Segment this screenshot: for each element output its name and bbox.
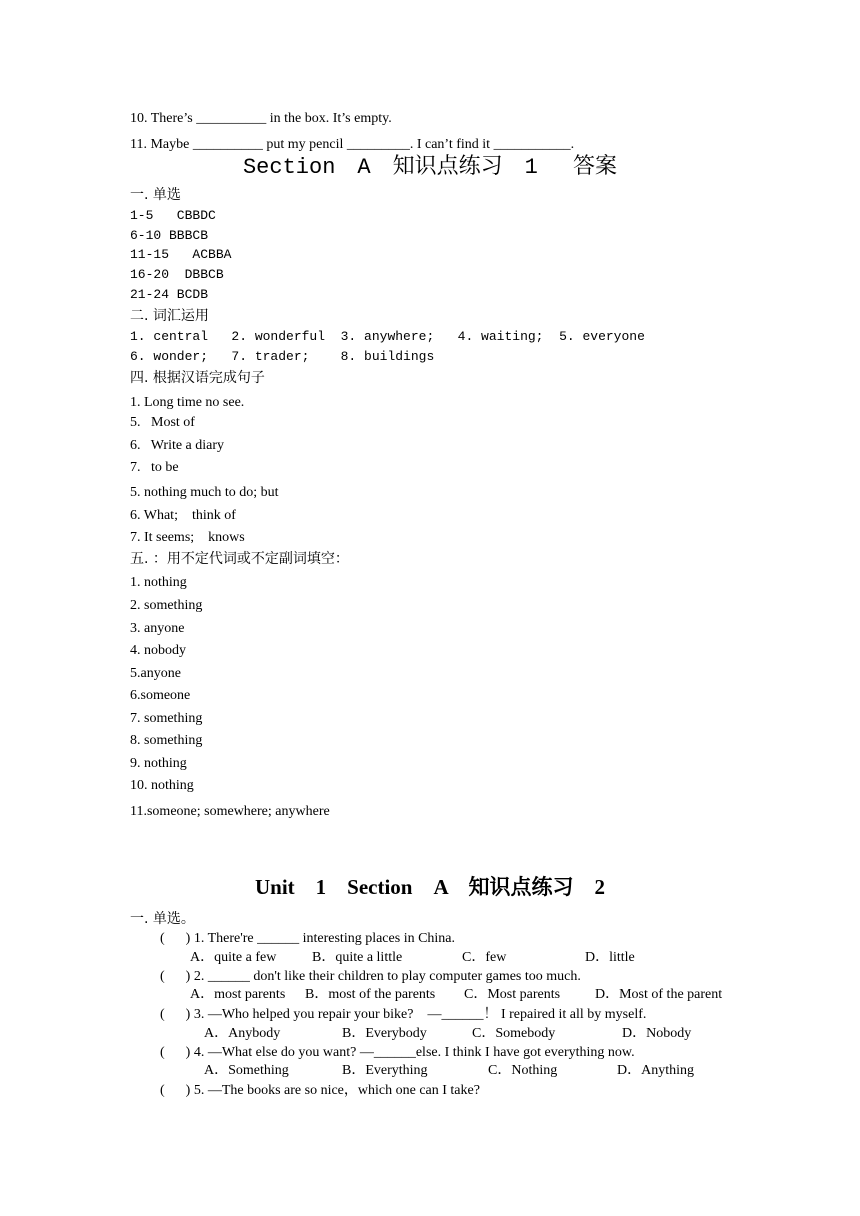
section-heading-single-choice: 一. 单选 — [130, 187, 181, 203]
question-stem: ( ) 3. —Who helped you repair your bike? —______！ I repaired it all by myself. — [160, 1007, 647, 1022]
answer-line: 6-10 BBBCB — [130, 228, 209, 243]
option-a: A．most parents — [190, 987, 286, 1002]
answers-title: Section A 知识点练习 1 答案 — [242, 155, 618, 180]
exercise-line-10: 10. There’s __________ in the box. It’s empty. — [130, 111, 392, 126]
answer-line: 9. nothing — [130, 756, 187, 771]
unit-section-title: Unit 1 Section A 知识点练习 2 — [254, 875, 605, 899]
question-stem: ( ) 2. ______ don't like their children to play computer games too much. — [160, 969, 581, 984]
answer-line: 5. Most of — [130, 415, 195, 430]
answer-line: 4. nobody — [130, 643, 186, 658]
answer-line: 16-20 DBBCB — [130, 267, 224, 282]
option-b: B．most of the parents — [305, 987, 436, 1002]
option-b: B．quite a little — [312, 950, 403, 965]
option-d: D．Anything — [617, 1063, 694, 1078]
section-heading-single-choice-2: 一. 单选。 — [130, 911, 195, 927]
answer-line: 21-24 BCDB — [130, 287, 209, 302]
answer-line: 1. nothing — [130, 575, 187, 590]
answer-line: 10. nothing — [130, 778, 194, 793]
answer-line: 7. something — [130, 711, 203, 726]
answer-line: 5.anyone — [130, 666, 181, 681]
answer-line: 1. central 2. wonderful 3. anywhere; 4. waiting; 5. everyone — [130, 329, 645, 344]
answer-line: 1-5 CBBDC — [130, 208, 216, 223]
answer-line: 7. to be — [130, 460, 179, 475]
answer-line: 5. nothing much to do; but — [130, 485, 279, 500]
option-d: D．little — [585, 950, 635, 965]
option-c: C．Somebody — [472, 1026, 556, 1041]
option-b: B．Everybody — [342, 1026, 427, 1041]
section-heading-indefinite-pronouns: 五. ：用不定代词或不定副词填空： — [130, 551, 349, 567]
option-c: C．few — [462, 950, 507, 965]
answer-line: 6. Write a diary — [130, 438, 225, 453]
answer-line: 7. It seems; knows — [130, 530, 245, 545]
question-stem: ( ) 5. —The books are so nice，which one can I take? — [160, 1083, 480, 1098]
option-a: A．Something — [204, 1063, 289, 1078]
option-c: C．Most parents — [464, 987, 561, 1002]
section-heading-complete-sentences: 四. 根据汉语完成句子 — [130, 370, 265, 386]
question-stem: ( ) 1. There're ______ interesting places in China. — [160, 931, 456, 946]
answer-line: 8. something — [130, 733, 203, 748]
option-a: A．Anybody — [204, 1026, 281, 1041]
option-c: C．Nothing — [488, 1063, 558, 1078]
option-b: B．Everything — [342, 1063, 428, 1078]
answer-line: 6. wonder; 7. trader; 8. buildings — [130, 349, 435, 364]
question-stem: ( ) 4. —What else do you want? —______else. I think I have got everything now. — [160, 1045, 635, 1060]
answer-line: 6. What; think of — [130, 508, 236, 523]
answer-line: 11.someone; somewhere; anywhere — [130, 804, 330, 819]
answer-line: 6.someone — [130, 688, 191, 703]
exercise-line-11: 11. Maybe __________ put my pencil _________. I can’t find it ___________. — [130, 137, 575, 152]
answer-line: 2. something — [130, 598, 203, 613]
section-heading-vocabulary: 二. 词汇运用 — [130, 308, 209, 324]
option-d: D．Most of the parent — [595, 987, 723, 1002]
answer-line: 11-15 ACBBA — [130, 247, 232, 262]
option-a: A．quite a few — [190, 950, 277, 965]
answer-line: 1. Long time no see. — [130, 395, 245, 410]
option-d: D．Nobody — [622, 1026, 692, 1041]
answer-line: 3. anyone — [130, 621, 185, 636]
